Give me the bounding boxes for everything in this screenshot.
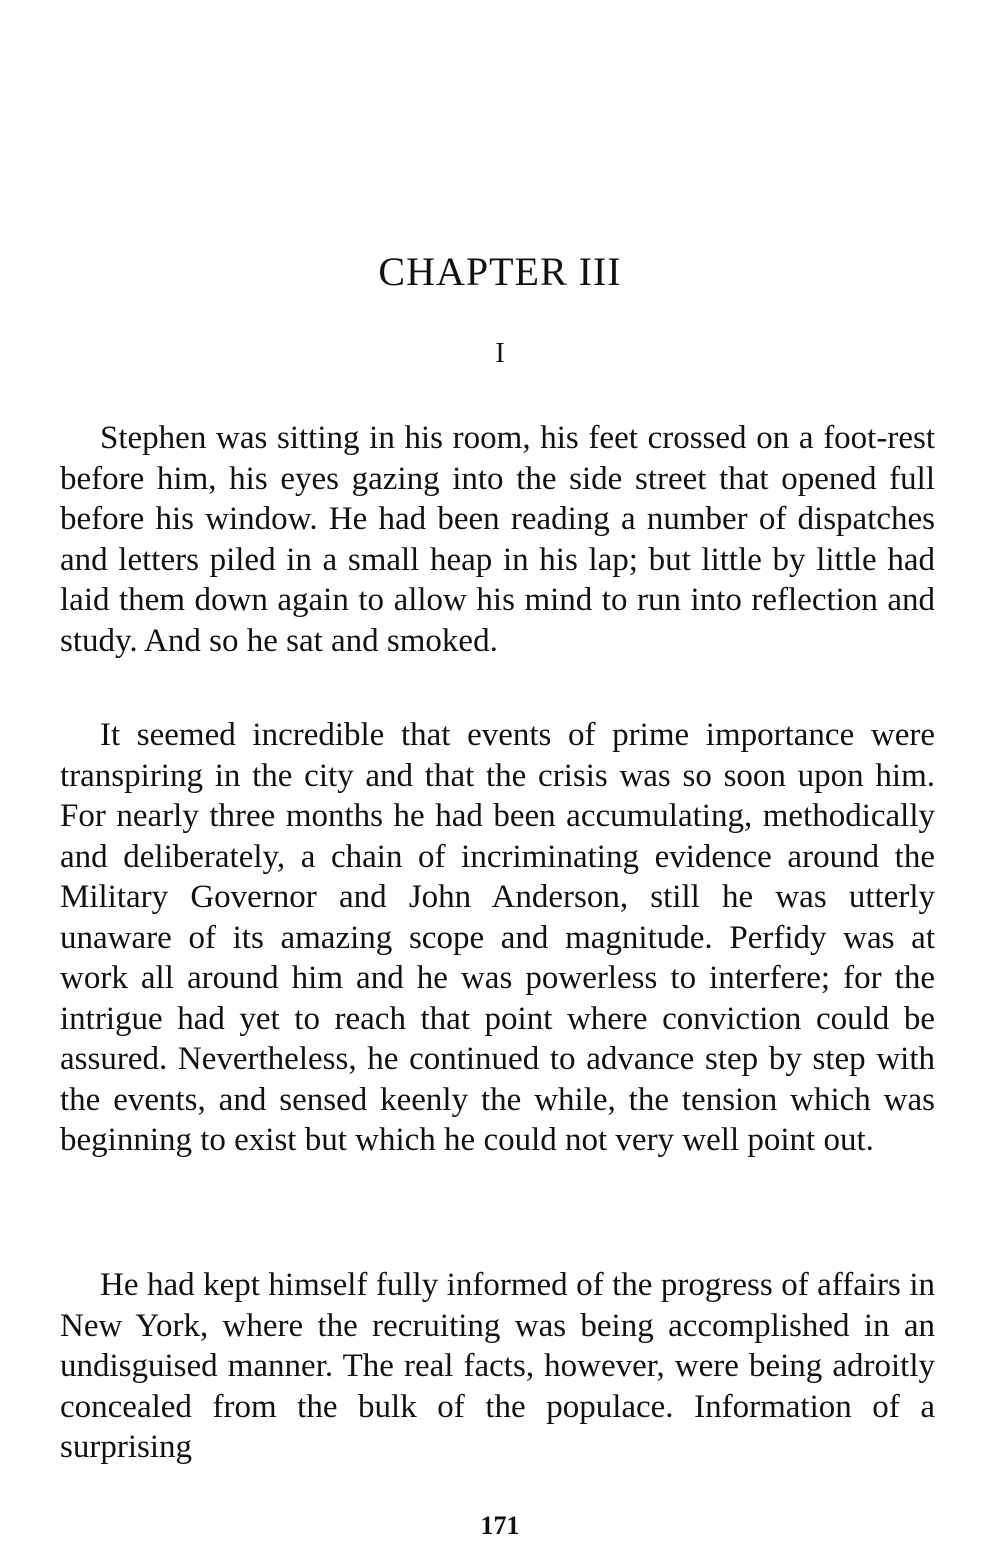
page-number: 171 [480,1511,520,1540]
paragraph: He had kept himself fully informed of the progress of affairs in New York, where the recruiting was being accomplished in an undisguised manner. The real facts, however, were being adroitly concealed from the bulk of the populace. Information of a surprising [60,1267,935,1465]
paragraph: Stephen was sitting in his room, his feet crossed on a foot-rest before him, his eyes gazing into the side street that opened full before his window. He had been reading a number of dispatches and letters piled in a small heap in his lap; but little by little had laid them down again to allow his mind to run into reflection and study. And so he sat and smoked. [60,420,935,659]
section-number: I [495,338,505,369]
chapter-title: CHAPTER III [378,249,622,294]
paragraph: It seemed incredible that events of prime importance were transpiring in the city and that the crisis was so soon upon him. For nearly three months he had been accumulating, methodically and deliberately, a chain of incriminating evidence around the Military Governor and John Anderson, still he was utterly unaware of its amazing scope and magnitude. Perfidy was at work all around him and he was powerless to interfere; for the intrigue had yet to reach that point where conviction could be assured. Nevertheless, he continued to advance step by step with the events, and sensed keenly the while, the tension which was beginning to exist but which he could not very well point out. [60,717,935,1158]
